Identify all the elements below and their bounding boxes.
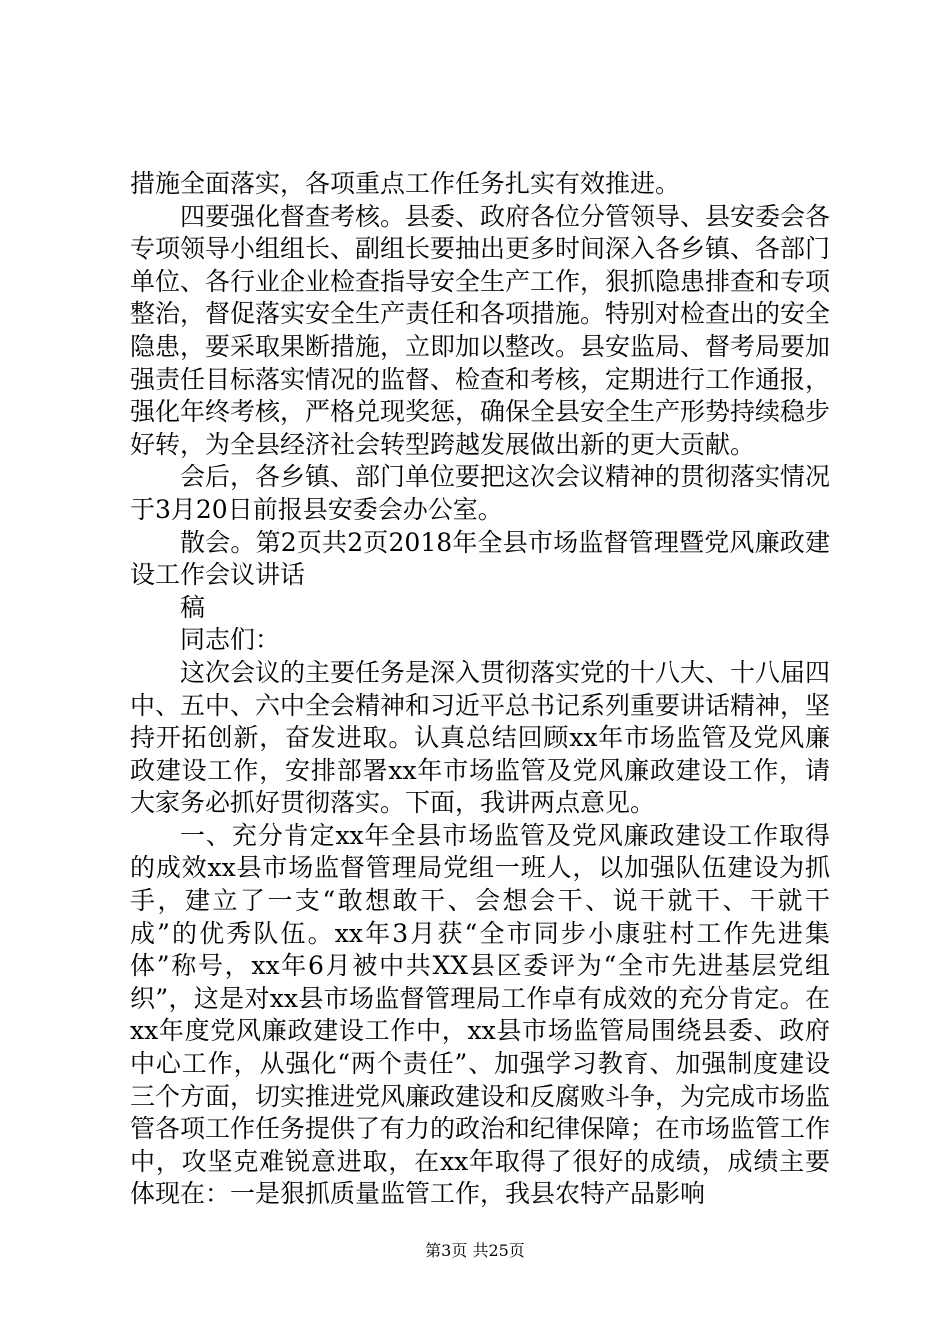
paragraph-continuation: 措施全面落实，各项重点工作任务扎实有效推进。 bbox=[130, 169, 681, 198]
document-body bbox=[130, 168, 830, 1211]
paragraph-salutation: 同志们： bbox=[180, 625, 281, 655]
paragraph-supervision: 四要强化督查考核。县委、政府各位分管领导、县安委会各专项领导小组组长、副组长要抽出更多时间深入各乡镇、各部门单位、各行业企业检查指导安全生产工作，狠抓隐患排查和专项整治，督促落实安全生产责任和各项措施。特别对检查出的安全隐患，要采取果断措施，立即加以整改。县安监局、督考局要加强责任目标落实情况的监督、检查和考核，定期进行工作通报，强化年终考核，严格兑现奖惩，确保全县安全生产形势持续稳步好转，为全县经济社会转型跨越发展做出新的更大贡献。 bbox=[130, 201, 831, 459]
paragraph-title-end: 稿 bbox=[180, 592, 206, 622]
paragraph-after-meeting: 会后，各乡镇、部门单位要把这次会议精神的贯彻落实情况于3月20日前报县安委会办公室。 bbox=[130, 462, 831, 524]
page-footer: 第3页 共25页 bbox=[425, 1241, 525, 1260]
paragraph-adjourn-title: 散会。第2页共2页2018年全县市场监督管理暨党风廉政建设工作会议讲话 bbox=[130, 527, 830, 590]
paragraph-meeting-task: 这次会议的主要任务是深入贯彻落实党的十八大、十八届四中、五中、六中全会精神和习近平总书记系列重要讲话精神，坚持开拓创新，奋发进取。认真总结回顾xx年市场监管及党风廉政建设工作，安排部署xx年市场监管及党风廉政建设工作，请大家务必抓好贯彻落实。下面，我讲两点意见。 bbox=[130, 657, 831, 818]
paragraph-achievements: 一、充分肯定xx年全县市场监管及党风廉政建设工作取得的成效xx县市场监督管理局党组一班人，以加强队伍建设为抓手，建立了一支“敢想敢干、会想会干、说干就干、干就干成”的优秀队伍。xx年3月获“全市同步小康驻村工作先进集体”称号，xx年6月被中共XX县区委评为“全市先进基层党组织”，这是对xx县市场监督管理局工作卓有成效的充分肯定。在xx年度党风廉政建设工作中，xx县市场监管局围绕县委、政府中心工作，从强化“两个责任”、加强学习教育、加强制度建设三个方面，切实推进党风廉政建设和反腐败斗争，为完成市场监管各项工作任务提供了有力的政治和纪律保障；在市场监管工作中，攻坚克难锐意进取，在xx年取得了很好的成绩，成绩主要体现在：一是狠抓质量监管工作，我县农特产品影响 bbox=[130, 820, 831, 1209]
